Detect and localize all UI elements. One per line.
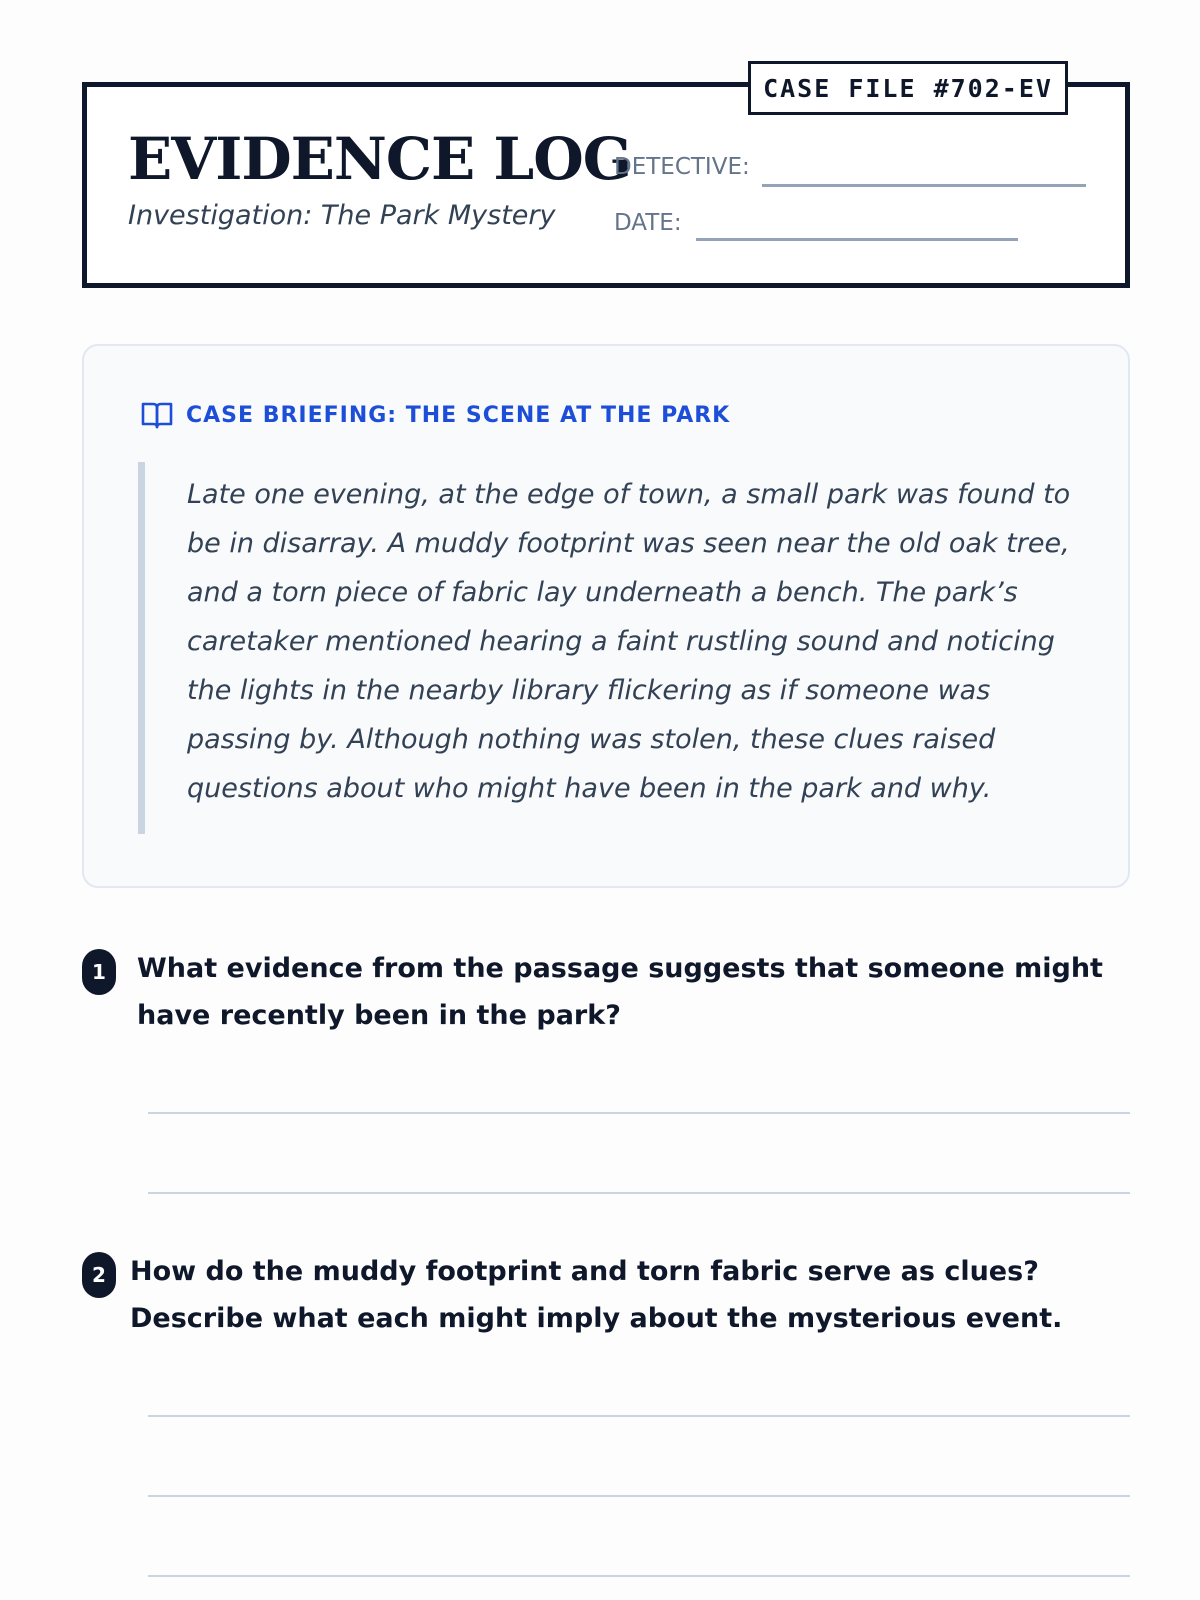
page-title: EVIDENCE LOG: [128, 125, 632, 193]
answer-line[interactable]: [148, 1112, 1130, 1114]
detective-label: DETECTIVE:: [614, 154, 750, 180]
briefing-heading-text: CASE BRIEFING: THE SCENE AT THE PARK: [186, 402, 731, 428]
briefing-passage: Late one evening, at the edge of town, a small park was found to be in disarray. A muddy footprint was seen near the old oak tree, and a torn piece of fabric lay underneath a bench. The park’s caretaker mentioned hearing a faint rustling sound and noticing the lights in the nearby library flickering as if someone was passing by. Although nothing was stolen, these clues raised questions about who might have been in the park and why.: [138, 462, 1078, 834]
answer-line[interactable]: [148, 1575, 1130, 1577]
date-label: DATE:: [614, 210, 682, 236]
briefing-heading: [140, 400, 730, 430]
answer-line[interactable]: [148, 1192, 1130, 1194]
case-file-tag: CASE FILE #702-EV: [748, 61, 1068, 115]
question-2-text: How do the muddy footprint and torn fabric serve as clues? Describe what each might imply about the mysterious event.: [130, 1256, 1063, 1334]
detective-field[interactable]: [762, 184, 1086, 187]
page-subtitle: Investigation: The Park Mystery: [128, 200, 556, 231]
book-icon: [140, 400, 174, 430]
question-number-badge: 1: [82, 949, 116, 995]
date-field[interactable]: [696, 238, 1018, 241]
answer-line[interactable]: [148, 1495, 1130, 1497]
question-number-badge: 2: [82, 1252, 116, 1298]
answer-line[interactable]: [148, 1415, 1130, 1417]
question-1-text: What evidence from the passage suggests that someone might have recently been in the park?: [137, 953, 1103, 1031]
